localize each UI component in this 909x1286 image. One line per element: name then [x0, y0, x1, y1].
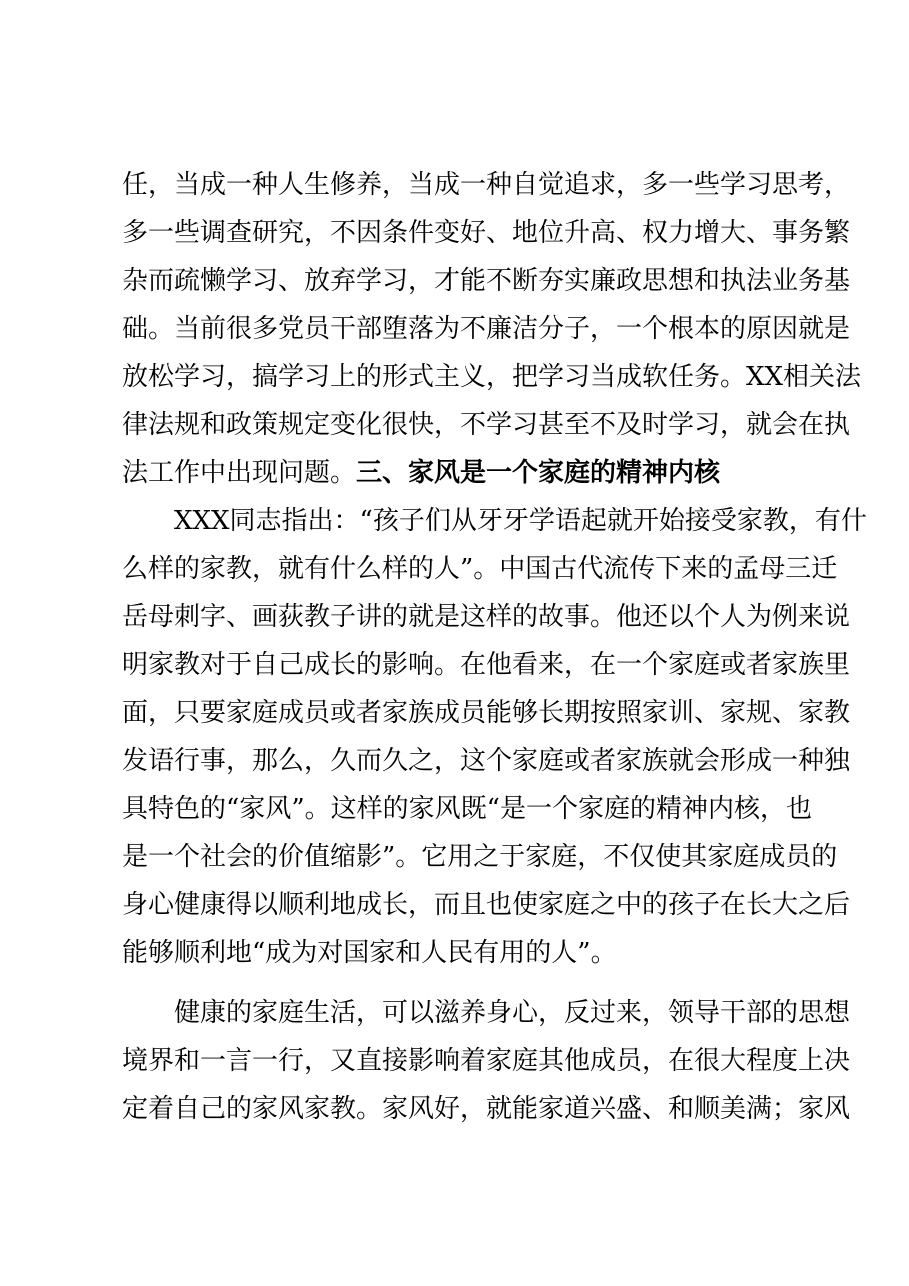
- text-line: 面，只要家庭成员或者家族成员能够长期按照家训、家规、家教: [122, 698, 851, 728]
- text-line: 岳母刺字、画荻教子讲的就是这样的故事。他还以个人为例来说: [122, 602, 851, 632]
- section-heading: 三、家风是一个家庭的精神内核: [356, 458, 721, 488]
- text-line: XXX同志指出：“孩子们从牙牙学语起就开始接受家教，有什: [174, 506, 867, 536]
- text-fragment: 法工作中出现问题。: [122, 458, 357, 488]
- paragraph-3: [122, 994, 851, 1138]
- text-line: 础。当前很多党员干部堕落为不廉洁分子，一个根本的原因就是: [122, 314, 851, 344]
- text-line: 发语行事，那么，久而久之，这个家庭或者家族就会形成一种独: [122, 746, 851, 776]
- text-line: 境界和一言一行，又直接影响着家庭其他成员，在很大程度上决: [122, 1046, 851, 1076]
- paragraph-1: [122, 166, 862, 502]
- text-line: 明家教对于自己成长的影响。在他看来，在一个家庭或者家族里: [122, 650, 851, 680]
- text-line: 定着自己的家风家教。家风好，就能家道兴盛、和顺美满；家风: [122, 1094, 851, 1124]
- text-line: 杂而疏懒学习、放弃学习，才能不断夯实廉政思想和执法业务基: [122, 266, 851, 296]
- document-body: [122, 166, 867, 1138]
- paragraph-spacer: [122, 982, 812, 994]
- text-line: 身心健康得以顺利地成长，而且也使家庭之中的孩子在长大之后: [122, 890, 851, 920]
- text-line: 健康的家庭生活，可以滋养身心，反过来，领导干部的思想: [174, 998, 851, 1028]
- text-line: 能够顺利地“成为对国家和人民有用的人”。: [122, 938, 617, 968]
- text-line: 任，当成一种人生修养，当成一种自觉追求，多一些学习思考，: [122, 170, 851, 200]
- text-line: [122, 454, 812, 502]
- text-line: 律法规和政策规定变化很快，不学习甚至不及时学习，就会在执: [122, 410, 851, 440]
- text-line: 放松学习，搞学习上的形式主义，把学习当成软任务。XX相关法: [122, 362, 862, 392]
- text-line: 么样的家教，就有什么样的人”。中国古代流传下来的孟母三迁: [122, 554, 838, 584]
- text-line: 具特色的“家风”。这样的家风既“是一个家庭的精神内核，也: [122, 794, 812, 824]
- text-line: 是一个社会的价值缩影”。它用之于家庭，不仅使其家庭成员的: [122, 842, 838, 872]
- paragraph-2: [122, 502, 867, 982]
- text-line: 多一些调查研究，不因条件变好、地位升高、权力增大、事务繁: [122, 218, 851, 248]
